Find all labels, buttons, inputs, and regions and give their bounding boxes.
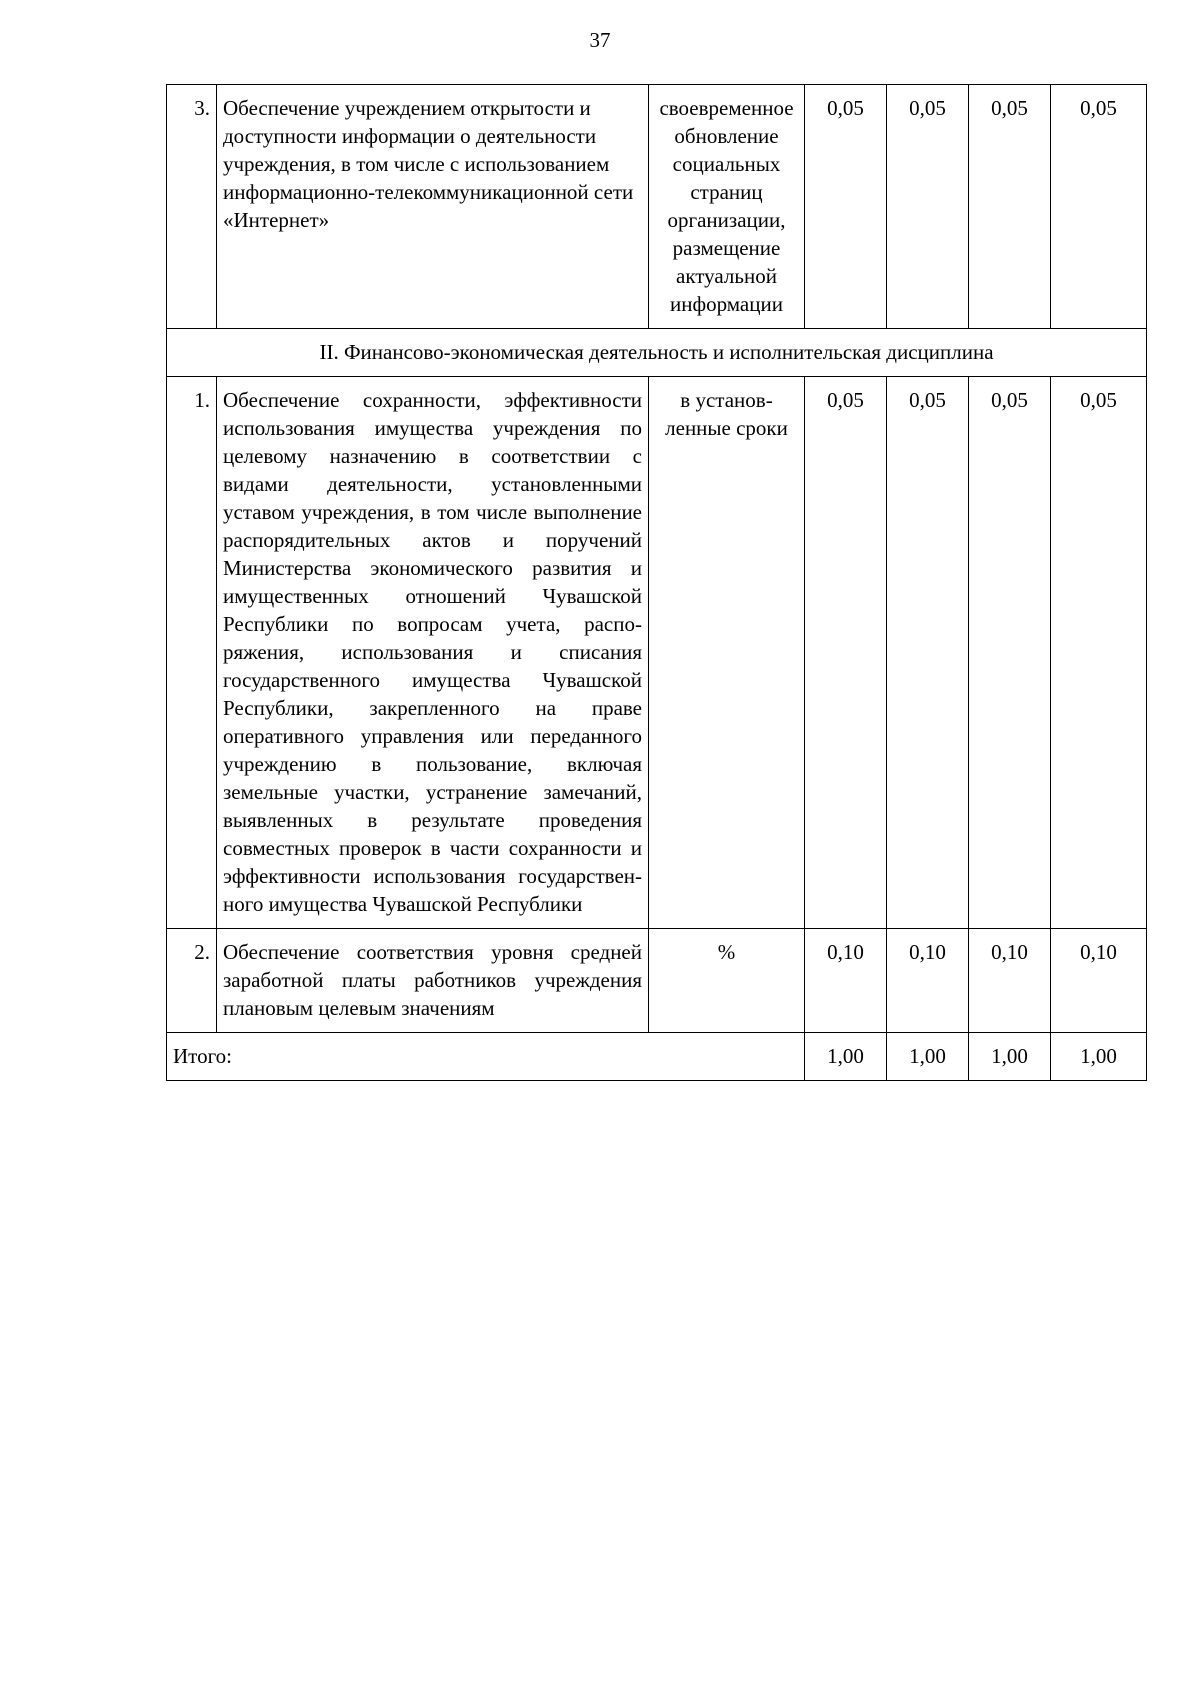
- table-row: [167, 929, 1147, 1033]
- section-title: II. Финансово-экономическая деятельность и исполнительская дисциплина: [167, 329, 1147, 377]
- indicator-value: 0,05: [1051, 377, 1147, 929]
- indicator-value: 0,10: [805, 929, 887, 1033]
- indicator-value: 0,10: [887, 929, 969, 1033]
- page-number: 37: [589, 28, 611, 52]
- indicator-value: 0,10: [969, 929, 1051, 1033]
- indicator-criterion: %: [649, 929, 805, 1033]
- row-number: 1.: [167, 377, 217, 929]
- table-row: [167, 377, 1147, 929]
- total-row: [167, 1033, 1147, 1081]
- indicator-value: 0,05: [887, 377, 969, 929]
- total-value: 1,00: [969, 1033, 1051, 1081]
- table-row: [167, 85, 1147, 329]
- indicator-value: 0,05: [1051, 85, 1147, 329]
- total-label: Итого:: [167, 1033, 805, 1081]
- total-value: 1,00: [1051, 1033, 1147, 1081]
- indicator-description: Обеспечение сохранности, эффективности использования имущества учреждения по целевому назначению в соответствии с видами деятельности, установленными уставом учреждения, в том числе выполнение распорядительных актов и поручений Министерства экономического развития и имущественных отношений Чувашской Республики по вопросам учета, распоряжения, использования и списания государственного имущества Чувашской Республики, закрепленного на праве оперативного управления или переданного учреждению в пользование, включая земельные участки, устранение замечаний, выявленных в результате проведения совместных проверок в части сохранности и эффективности использования государственного имущества Чувашской Республики: [217, 377, 649, 929]
- indicator-value: 0,05: [805, 85, 887, 329]
- indicator-criterion: в установленные сроки: [649, 377, 805, 929]
- total-value: 1,00: [887, 1033, 969, 1081]
- indicator-value: 0,10: [1051, 929, 1147, 1033]
- indicator-value: 0,05: [969, 377, 1051, 929]
- indicator-value: 0,05: [887, 85, 969, 329]
- row-number: 2.: [167, 929, 217, 1033]
- indicator-description: Обеспечение соответствия уровня средней заработной платы работников учреждения плановым целевым значениям: [217, 929, 649, 1033]
- indicator-description: Обеспечение учреждением открытости и доступности информации о деятельности учреждения, в том числе с использованием информационно-телекоммуникационной сети «Интернет»: [217, 85, 649, 329]
- row-number: 3.: [167, 85, 217, 329]
- section-header-row: [167, 329, 1147, 377]
- indicator-value: 0,05: [805, 377, 887, 929]
- indicator-criterion: своевременное обновление социальных страниц организации, размещение актуальной информации: [649, 85, 805, 329]
- indicator-value: 0,05: [969, 85, 1051, 329]
- total-value: 1,00: [805, 1033, 887, 1081]
- indicators-table: [166, 84, 1147, 1081]
